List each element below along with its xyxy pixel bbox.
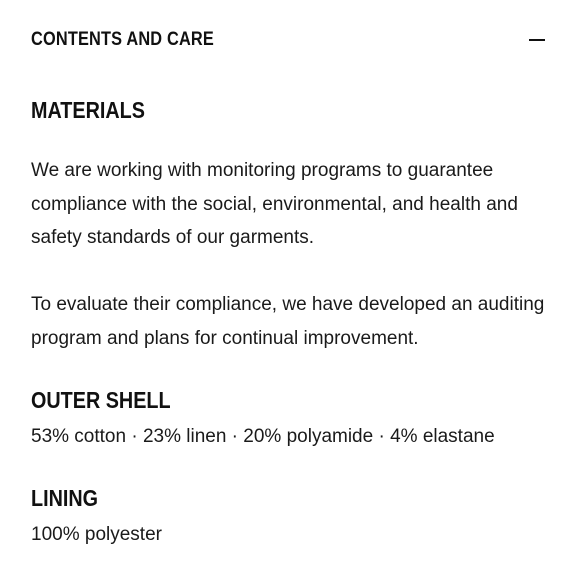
lining-composition: 100% polyester (31, 524, 162, 545)
materials-paragraph: We are working with monitoring programs to guarantee compliance with the social, environmental, and health and safety standards of our garments. (31, 160, 518, 248)
minus-icon[interactable] (529, 39, 545, 41)
materials-heading: MATERIALS (31, 97, 145, 123)
outer-shell-composition: 53% cotton · 23% linen · 20% polyamide · 4% elastane (31, 426, 495, 447)
materials-paragraph: To evaluate their compliance, we have developed an auditing program and plans for continual improvement. (31, 294, 545, 349)
outer-shell-heading: OUTER SHELL (31, 387, 171, 413)
accordion-title: CONTENTS AND CARE (31, 29, 214, 50)
lining-heading: LINING (31, 485, 99, 511)
contents-and-care-accordion-header[interactable] (31, 27, 549, 55)
